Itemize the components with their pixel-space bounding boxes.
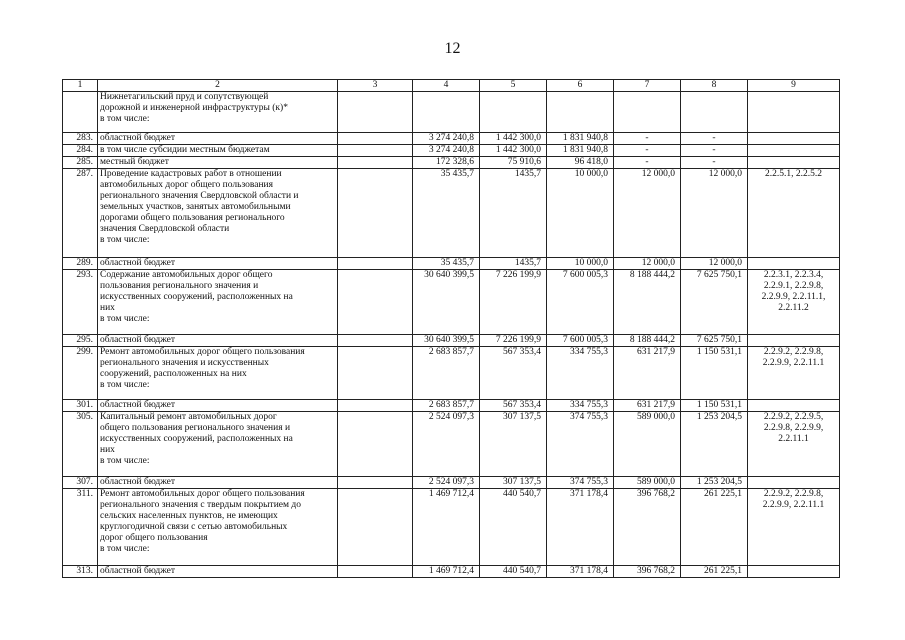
description-line: пользования регионального значения и <box>100 281 259 291</box>
amount-cell: 631 217,9 <box>614 347 681 400</box>
description-line: регионального значения и искусственных <box>100 358 269 368</box>
reference-cell <box>748 92 840 133</box>
column-3-cell <box>338 157 413 169</box>
description-line: Ремонт автомобильных дорог общего пользования <box>100 347 305 357</box>
description-cell <box>98 412 338 477</box>
amount-cell: 371 178,4 <box>547 489 614 566</box>
table-row <box>63 566 840 578</box>
amount-cell: 172 328,6 <box>413 157 480 169</box>
description-line: местный бюджет <box>100 157 169 167</box>
description-cell <box>98 169 338 258</box>
description-line: областной бюджет <box>100 566 176 576</box>
description-line: них <box>100 445 115 455</box>
amount-cell: 2 524 097,3 <box>413 477 480 489</box>
amount-cell: 1 253 204,5 <box>681 477 748 489</box>
column-3-cell <box>338 400 413 412</box>
row-number-cell: 285. <box>63 157 98 169</box>
column-3-cell <box>338 335 413 347</box>
amount-cell: 7 625 750,1 <box>681 335 748 347</box>
column-header: 1 <box>63 80 98 92</box>
column-3-cell <box>338 145 413 157</box>
description-line: них <box>100 303 115 313</box>
row-number-cell: 307. <box>63 477 98 489</box>
amount-cell: 261 225,1 <box>681 489 748 566</box>
amount-cell: 589 000,0 <box>614 477 681 489</box>
amount-cell <box>681 92 748 133</box>
amount-cell: 35 435,7 <box>413 258 480 270</box>
amount-cell: 7 226 199,9 <box>480 335 547 347</box>
reference-line: 2.2.11.1 <box>778 434 809 444</box>
column-header: 5 <box>480 80 547 92</box>
amount-cell: 1435,7 <box>480 169 547 258</box>
column-3-cell <box>338 412 413 477</box>
amount-cell: 1 150 531,1 <box>681 400 748 412</box>
column-3-cell <box>338 258 413 270</box>
reference-cell <box>748 258 840 270</box>
description-line: в том числе: <box>100 235 150 245</box>
budget-table <box>62 79 840 578</box>
row-number-cell: 305. <box>63 412 98 477</box>
reference-line: 2.2.9.8, 2.2.9.9, <box>763 423 824 433</box>
reference-cell <box>748 400 840 412</box>
amount-cell: 35 435,7 <box>413 169 480 258</box>
description-line: в том числе: <box>100 544 150 554</box>
reference-line: 2.2.9.9, 2.2.11.1 <box>762 358 825 368</box>
row-number-cell: 301. <box>63 400 98 412</box>
row-number-cell: 313. <box>63 566 98 578</box>
description-line: общего пользования регионального значения и <box>100 423 291 433</box>
column-3-cell <box>338 92 413 133</box>
column-3-cell <box>338 489 413 566</box>
description-line: регионального значения с твердым покрытием до <box>100 500 301 510</box>
amount-cell: 567 353,4 <box>480 400 547 412</box>
row-number-cell: 289. <box>63 258 98 270</box>
amount-cell: 589 000,0 <box>614 412 681 477</box>
amount-cell: 8 188 444,2 <box>614 270 681 335</box>
description-cell <box>98 145 338 157</box>
amount-cell: 7 625 750,1 <box>681 270 748 335</box>
amount-cell: - <box>681 145 748 157</box>
amount-cell: 1 469 712,4 <box>413 489 480 566</box>
amount-cell <box>480 92 547 133</box>
description-line: в том числе: <box>100 380 150 390</box>
amount-cell: 96 418,0 <box>547 157 614 169</box>
description-line: в том числе: <box>100 456 150 466</box>
reference-cell <box>748 412 840 477</box>
description-line: в том числе: <box>100 114 150 124</box>
amount-cell: 396 768,2 <box>614 566 681 578</box>
column-3-cell <box>338 477 413 489</box>
description-cell <box>98 92 338 133</box>
description-cell <box>98 489 338 566</box>
description-line: дорог общего пользования <box>100 533 208 543</box>
reference-cell <box>748 335 840 347</box>
description-cell <box>98 347 338 400</box>
amount-cell: 2 683 857,7 <box>413 347 480 400</box>
row-number-cell: 311. <box>63 489 98 566</box>
description-line: в том числе субсидии местным бюджетам <box>100 145 270 155</box>
reference-cell <box>748 489 840 566</box>
description-line: дорожной и инженерной инфраструктуры (к)* <box>100 103 288 113</box>
amount-cell: 631 217,9 <box>614 400 681 412</box>
amount-cell: 1 469 712,4 <box>413 566 480 578</box>
description-cell <box>98 258 338 270</box>
amount-cell: 12 000,0 <box>614 169 681 258</box>
amount-cell: 10 000,0 <box>547 169 614 258</box>
row-number-cell <box>63 92 98 133</box>
description-line: искусственных сооружений, расположенных на <box>100 292 293 302</box>
column-3-cell <box>338 347 413 400</box>
amount-cell: 1 442 300,0 <box>480 145 547 157</box>
description-line: в том числе: <box>100 314 150 324</box>
amount-cell <box>413 92 480 133</box>
reference-cell <box>748 477 840 489</box>
amount-cell: 7 600 005,3 <box>547 335 614 347</box>
reference-cell <box>748 157 840 169</box>
column-header: 3 <box>338 80 413 92</box>
description-line: круглогодичной связи с сетью автомобильных <box>100 522 288 532</box>
amount-cell: 374 755,3 <box>547 412 614 477</box>
description-cell <box>98 157 338 169</box>
reference-cell <box>748 145 840 157</box>
amount-cell: 12 000,0 <box>681 169 748 258</box>
amount-cell: 1 150 531,1 <box>681 347 748 400</box>
column-header: 8 <box>681 80 748 92</box>
amount-cell: - <box>614 145 681 157</box>
amount-cell: - <box>614 133 681 145</box>
row-number-cell: 284. <box>63 145 98 157</box>
row-number-cell: 283. <box>63 133 98 145</box>
table-row <box>63 412 840 477</box>
amount-cell: 307 137,5 <box>480 477 547 489</box>
amount-cell: 8 188 444,2 <box>614 335 681 347</box>
reference-line: 2.2.9.1, 2.2.9.8, <box>763 281 824 291</box>
row-number-cell: 295. <box>63 335 98 347</box>
reference-cell <box>748 169 840 258</box>
reference-line: 2.2.9.9, 2.2.11.1 <box>762 500 825 510</box>
column-3-cell <box>338 133 413 145</box>
reference-cell <box>748 566 840 578</box>
description-line: сооружений, расположенных на них <box>100 369 247 379</box>
table-row <box>63 157 840 169</box>
description-line: Нижнетагильский пруд и сопутствующей <box>100 92 269 102</box>
amount-cell: 440 540,7 <box>480 566 547 578</box>
amount-cell: 7 600 005,3 <box>547 270 614 335</box>
amount-cell: 371 178,4 <box>547 566 614 578</box>
page-number: 12 <box>444 40 461 57</box>
description-line: областной бюджет <box>100 477 176 487</box>
amount-cell: - <box>681 157 748 169</box>
amount-cell: 1 831 940,8 <box>547 133 614 145</box>
column-header: 2 <box>98 80 338 92</box>
description-cell <box>98 335 338 347</box>
amount-cell: 7 226 199,9 <box>480 270 547 335</box>
amount-cell: 261 225,1 <box>681 566 748 578</box>
description-line: земельных участков, занятых автомобильными <box>100 202 291 212</box>
amount-cell: 1 253 204,5 <box>681 412 748 477</box>
amount-cell: 12 000,0 <box>614 258 681 270</box>
table-row <box>63 270 840 335</box>
description-cell <box>98 133 338 145</box>
column-3-cell <box>338 270 413 335</box>
description-line: областной бюджет <box>100 258 176 268</box>
table-row <box>63 258 840 270</box>
amount-cell: 2 524 097,3 <box>413 412 480 477</box>
amount-cell: 1 831 940,8 <box>547 145 614 157</box>
amount-cell: 567 353,4 <box>480 347 547 400</box>
amount-cell <box>614 92 681 133</box>
reference-cell <box>748 133 840 145</box>
description-line: областной бюджет <box>100 400 176 410</box>
amount-cell: 1 442 300,0 <box>480 133 547 145</box>
table-row <box>63 489 840 566</box>
amount-cell: 10 000,0 <box>547 258 614 270</box>
column-header: 6 <box>547 80 614 92</box>
amount-cell: 75 910,6 <box>480 157 547 169</box>
amount-cell: 2 683 857,7 <box>413 400 480 412</box>
description-cell <box>98 270 338 335</box>
column-header-row <box>63 80 840 92</box>
amount-cell: 334 755,3 <box>547 347 614 400</box>
description-line: Капитальный ремонт автомобильных дорог <box>100 412 277 422</box>
description-line: значения Свердловской области <box>100 224 230 234</box>
description-cell <box>98 400 338 412</box>
amount-cell: 1435,7 <box>480 258 547 270</box>
reference-line: 2.2.9.2, 2.2.9.8, <box>763 489 824 499</box>
description-line: Ремонт автомобильных дорог общего пользования <box>100 489 305 499</box>
reference-line: 2.2.11.2 <box>778 303 809 313</box>
amount-cell: 374 755,3 <box>547 477 614 489</box>
reference-line: 2.2.5.1, 2.2.5.2 <box>765 169 822 179</box>
description-line: областной бюджет <box>100 133 176 143</box>
amount-cell: 396 768,2 <box>614 489 681 566</box>
amount-cell: 12 000,0 <box>681 258 748 270</box>
column-3-cell <box>338 169 413 258</box>
description-line: Проведение кадастровых работ в отношении <box>100 169 282 179</box>
table-row <box>63 92 840 133</box>
amount-cell: - <box>614 157 681 169</box>
row-number-cell: 299. <box>63 347 98 400</box>
amount-cell: 30 640 399,5 <box>413 335 480 347</box>
row-number-cell: 293. <box>63 270 98 335</box>
amount-cell <box>547 92 614 133</box>
amount-cell: 307 137,5 <box>480 412 547 477</box>
table-row <box>63 169 840 258</box>
reference-line: 2.2.9.2, 2.2.9.8, <box>763 347 824 357</box>
description-cell <box>98 566 338 578</box>
table-row <box>63 347 840 400</box>
column-header: 9 <box>748 80 840 92</box>
amount-cell: 3 274 240,8 <box>413 133 480 145</box>
description-line: регионального значения Свердловской области и <box>100 191 299 201</box>
description-line: автомобильных дорог общего пользования <box>100 180 274 190</box>
table-row <box>63 477 840 489</box>
reference-cell <box>748 270 840 335</box>
table-row <box>63 145 840 157</box>
description-line: Содержание автомобильных дорог общего <box>100 270 273 280</box>
description-line: сельских населенных пунктов, не имеющих <box>100 511 278 521</box>
amount-cell: 3 274 240,8 <box>413 145 480 157</box>
description-line: областной бюджет <box>100 335 176 345</box>
reference-cell <box>748 347 840 400</box>
amount-cell: 334 755,3 <box>547 400 614 412</box>
description-line: дорогами общего пользования регионального <box>100 213 285 223</box>
column-header: 4 <box>413 80 480 92</box>
amount-cell: - <box>681 133 748 145</box>
description-cell <box>98 477 338 489</box>
reference-line: 2.2.9.9, 2.2.11.1, <box>761 292 826 302</box>
reference-line: 2.2.9.2, 2.2.9.5, <box>763 412 824 422</box>
table-row <box>63 133 840 145</box>
table-row <box>63 400 840 412</box>
column-header: 7 <box>614 80 681 92</box>
amount-cell: 30 640 399,5 <box>413 270 480 335</box>
reference-line: 2.2.3.1, 2.2.3.4, <box>763 270 824 280</box>
column-3-cell <box>338 566 413 578</box>
table-row <box>63 335 840 347</box>
description-line: искусственных сооружений, расположенных на <box>100 434 293 444</box>
amount-cell: 440 540,7 <box>480 489 547 566</box>
row-number-cell: 287. <box>63 169 98 258</box>
